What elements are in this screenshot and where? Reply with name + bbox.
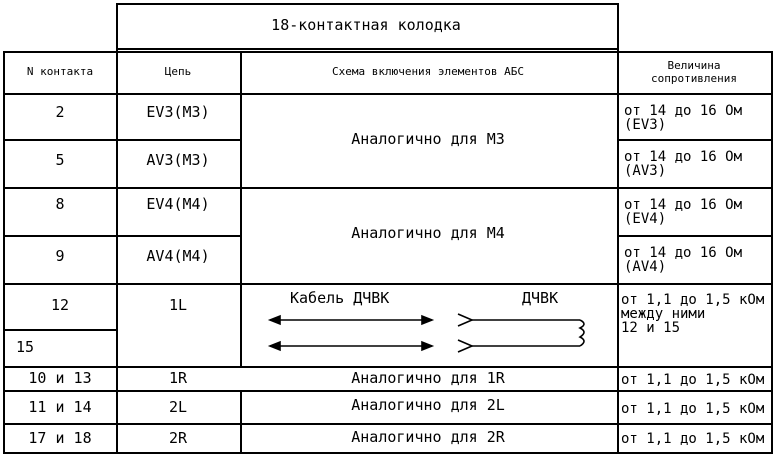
resistance-cell: от 1,1 до 1,5 кОм (621, 401, 765, 417)
circuit-cell: EV4(M4) (146, 195, 210, 213)
resistance-cell: от 14 до 16 Ом (AV3) (624, 149, 743, 179)
resistance-cell: от 1,1 до 1,5 кОм (621, 431, 765, 447)
scheme-cell: Аналогично для 2L (351, 396, 505, 414)
sensor-label: ДЧВК (522, 289, 559, 307)
circuit-cell: AV3(M3) (146, 151, 210, 169)
cable-label: Кабель ДЧВК (290, 289, 390, 307)
contact-cell: 12 (50, 296, 70, 314)
header-scheme: Схема включения элементов АБС (331, 65, 525, 78)
resistance-cell: от 14 до 16 Ом (EV3) (624, 103, 743, 133)
scheme-m4: Аналогично для М4 (351, 224, 505, 242)
scheme-m3: Аналогично для М3 (351, 130, 505, 148)
scheme-cell: Аналогично для 2R (351, 428, 505, 446)
circuit-cell: AV4(M4) (146, 247, 210, 265)
header-circuit: Цепь (164, 65, 192, 78)
contact-cell: 2 (55, 103, 65, 121)
contact-cell: 8 (55, 195, 65, 213)
circuit-cell: EV3(M3) (146, 103, 210, 121)
table-title: 18-контактная колодка (271, 16, 461, 34)
contact-cell: 10 и 13 (28, 369, 92, 387)
contact-cell: 5 (55, 151, 65, 169)
resistance-cell: от 1,1 до 1,5 кОм между ними 12 и 15 (621, 292, 765, 336)
header-resistance: Величина сопротивления (650, 59, 738, 85)
circuit-cell: 1R (168, 369, 188, 387)
resistance-cell: от 1,1 до 1,5 кОм (621, 372, 765, 388)
contact-cell: 9 (55, 247, 65, 265)
header-contact: N контакта (26, 65, 94, 78)
resistance-cell: от 14 до 16 Ом (AV4) (624, 245, 743, 275)
contact-cell: 11 и 14 (28, 398, 92, 416)
contact-cell: 15 (16, 338, 35, 356)
circuit-cell: 2R (168, 429, 188, 447)
resistance-cell: от 14 до 16 Ом (EV4) (624, 197, 743, 227)
circuit-cell: 2L (168, 398, 188, 416)
circuit-cell: 1L (168, 296, 188, 314)
scheme-cell: Аналогично для 1R (351, 369, 505, 387)
contact-cell: 17 и 18 (28, 429, 92, 447)
